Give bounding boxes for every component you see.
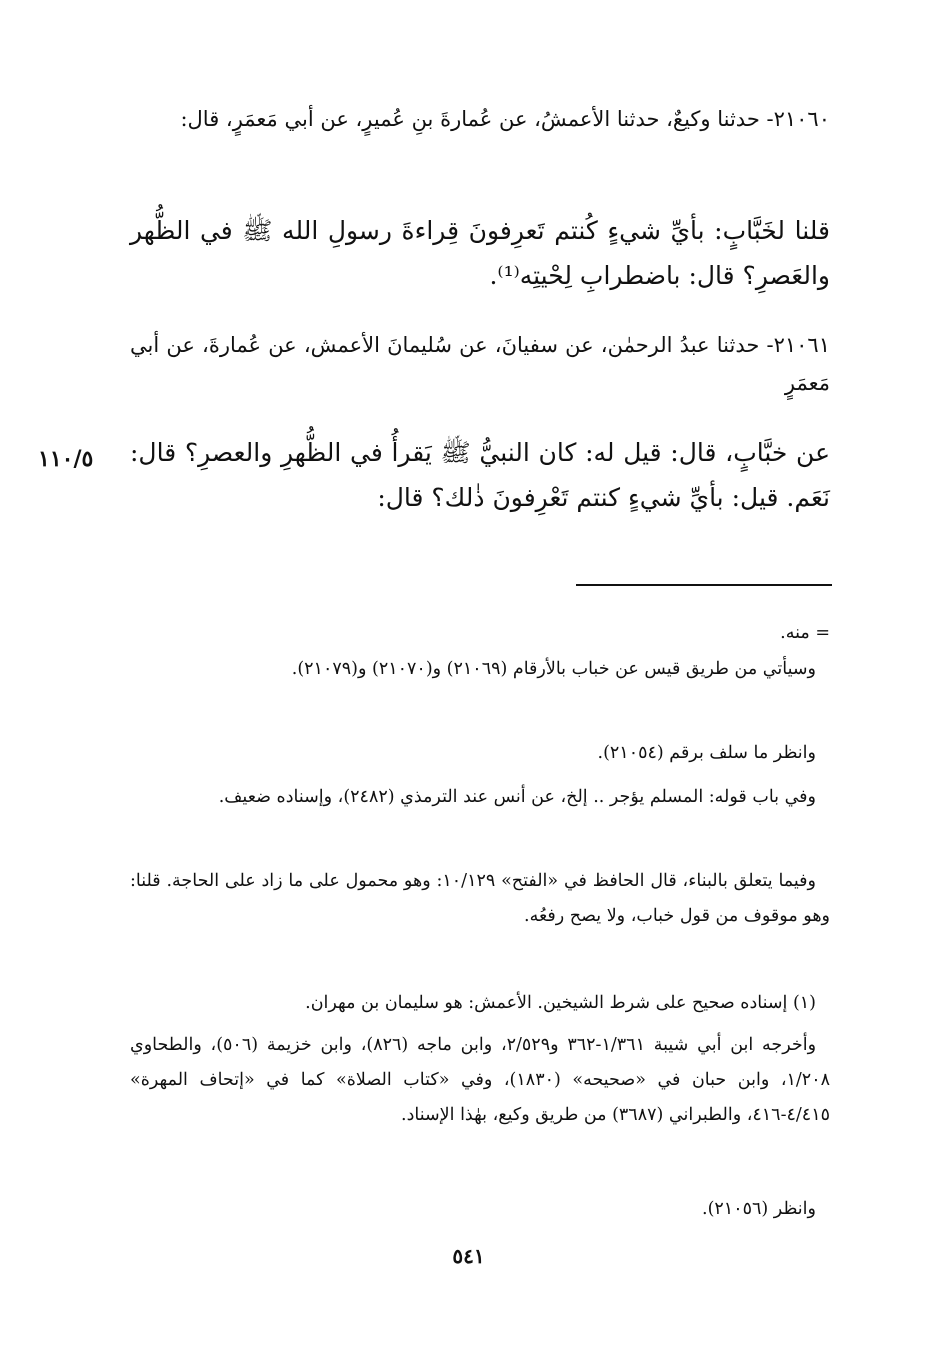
footnote-paragraph: وسيأتي من طريق قيس عن خباب بالأرقام (٢١٠٦٩) و(٢١٠٧٠) و(٢١٠٧٩). [291, 659, 816, 679]
hadith-21060-text: قلنا لخَبَّابٍ: بأيِّ شيءٍ كُنتم تَعرِفونَ قِراءةَ رسولِ الله ﷺ في الظُّهر والعَصرِ؟ قال: باضطرابِ لِحْيتِه⁽¹⁾. [130, 216, 830, 290]
footnote-continuation: = منه. [780, 623, 830, 643]
footnote-1-see-also: وانظر (٢١٠٥٦). [702, 1199, 816, 1219]
footnote-paragraph: وانظر ما سلف برقم (٢١٠٥٤). [597, 743, 816, 763]
page-number: ٥٤١ [452, 1244, 485, 1268]
volume-page-marker: ١١٠/٥ [38, 446, 94, 472]
footnote-1-body: وأخرجه ابن أبي شيبة ١/٣٦١-٣٦٢ و٢/٥٢٩، وابن ماجه (٨٢٦)، وابن خزيمة (٥٠٦)، والطحاوي ١/٢٠٨، وابن حبان في «صحيحه» (١٨٣٠)، وفي «كتاب الصلاة» كما في «إتحاف المهرة» ٤/٤١٥-٤١٦، والطبراني (٣٦٨٧) من طريق وكيع، بهٰذا الإسناد. [130, 1035, 830, 1125]
hadith-21060-isnad: ٢١٠٦٠- حدثنا وكيعٌ، حدثنا الأعمشُ، عن عُمارةَ بنِ عُميرٍ، عن أبي مَعمَرٍ، قال: [180, 107, 830, 131]
footnote-paragraph: وفيما يتعلق بالبناء، قال الحافظ في «الفتح» ١٠/١٢٩: وهو محمول على ما زاد على الحاجة. قلنا: وهو موقوف من قول خباب، ولا يصح رفعُه. [130, 871, 830, 926]
footnote-separator [576, 584, 832, 586]
footnote-1-heading: (١) إسناده صحيح على شرط الشيخين. الأعمش: هو سليمان بن مهران. [305, 993, 816, 1013]
hadith-21061-isnad: ٢١٠٦١- حدثنا عبدُ الرحمٰن، عن سفيانَ، عن سُليمانَ الأعمش، عن عُمارةَ، عن أبي مَعمَرٍ [130, 333, 830, 395]
footnote-paragraph: وفي باب قوله: المسلم يؤجر .. إلخ، عن أنس عند الترمذي (٢٤٨٢)، وإسناده ضعيف. [218, 787, 816, 807]
hadith-21061-text: عن خبَّابٍ، قال: قيل له: كان النبيُّ ﷺ يَقرأُ في الظُّهرِ والعصرِ؟ قال: نَعَم. قيل: بأيِّ شيءٍ كنتم تَعْرِفونَ ذٰلك؟ قال: [130, 438, 830, 512]
